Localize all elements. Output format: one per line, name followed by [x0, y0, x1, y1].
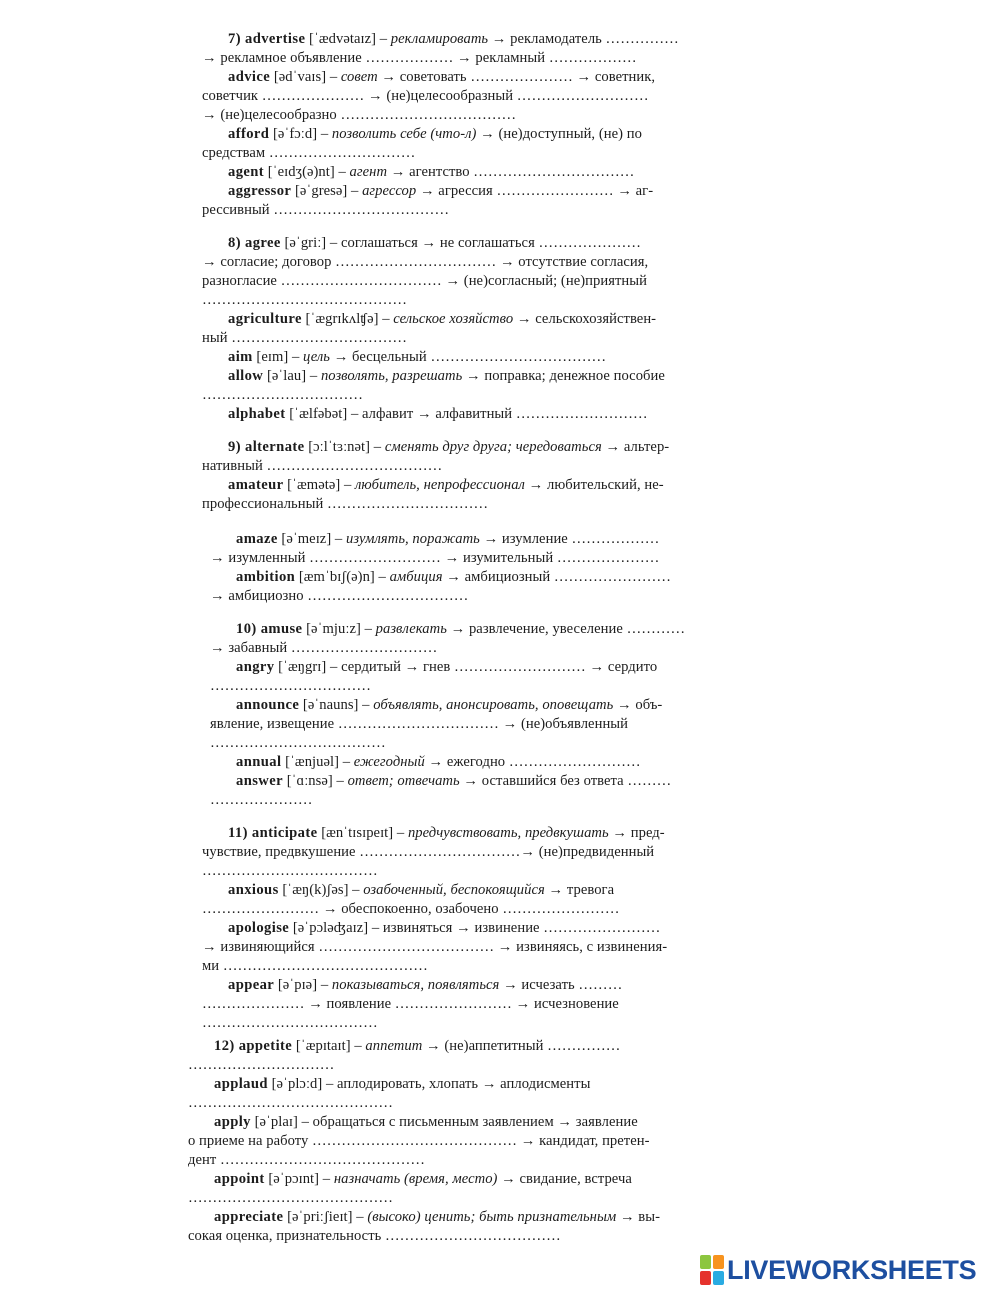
line-text: явление, извещение …………………………… → (не)объявленный	[210, 716, 629, 732]
line-text: [əˈnauns] –	[299, 697, 374, 713]
headword: allow	[228, 368, 264, 384]
text-line	[202, 938, 667, 957]
line-text: ………………………………	[202, 863, 378, 879]
headword: annual	[236, 754, 282, 770]
text-line	[202, 843, 654, 862]
text-line	[202, 386, 363, 405]
translation: аппетит	[365, 1038, 423, 1054]
line-text: [əˈpɔɪnt] –	[264, 1171, 334, 1187]
line-text: ………………… → появление …………………… → исчезновение	[202, 996, 619, 1012]
line-text: → (не)аппетитный ……………	[422, 1038, 621, 1054]
text-line	[188, 1132, 650, 1151]
line-text: советчик ………………… → (не)целесообразный ………………………	[202, 88, 649, 104]
text-line	[202, 106, 516, 125]
headword: aim	[228, 349, 253, 365]
line-text: нативный ………………………………	[202, 458, 443, 474]
text-line	[228, 405, 648, 424]
headword: 7) advertise	[228, 31, 306, 47]
translation: сельское хозяйство	[393, 311, 514, 327]
line-text: → бесцельный ………………………………	[330, 349, 607, 365]
headword: 8) agree	[228, 235, 281, 251]
translation: ответ; отвечать	[347, 773, 460, 789]
line-text: → свидание, встреча	[497, 1171, 632, 1187]
text-line	[202, 201, 449, 220]
text-line	[228, 30, 679, 49]
translation: (высоко) ценить; быть признательным	[367, 1209, 617, 1225]
translation: позволять, разрешать	[320, 368, 463, 384]
line-text: [ˈæmətə] –	[283, 477, 356, 493]
line-text: ……………………………	[202, 387, 364, 403]
translation: совет	[340, 69, 378, 85]
line-text: [əˈlau] –	[263, 368, 321, 384]
text-line	[236, 530, 659, 549]
line-text: → любительский, не-	[524, 477, 664, 493]
line-text: средствам …………………………	[202, 145, 416, 161]
text-line	[202, 957, 428, 976]
text-line	[188, 1094, 393, 1113]
line-text: о приеме на работу …………………………………… → кандидат, претен-	[188, 1133, 650, 1149]
line-text: → вы-	[616, 1209, 661, 1225]
text-line	[236, 753, 641, 772]
line-text: → сельскохозяйствен-	[513, 311, 657, 327]
headword: afford	[228, 126, 270, 142]
line-text: дент ……………………………………	[188, 1152, 426, 1168]
line-text: [ˈæŋgrɪ] – сердитый → гнев ……………………… → сердито	[274, 659, 658, 675]
line-text: [əˈpriːʃieɪt] –	[283, 1209, 368, 1225]
text-line	[202, 87, 649, 106]
headword: 11) anticipate	[228, 825, 318, 841]
line-text: ми ……………………………………	[202, 958, 428, 974]
line-text: → извиняющийся ……………………………… → извиняясь, с извинения-	[202, 939, 668, 955]
line-text: ………………………………	[210, 735, 386, 751]
text-line	[202, 291, 407, 310]
translation: агент	[349, 164, 388, 180]
text-line	[214, 1170, 632, 1189]
headword: announce	[236, 697, 300, 713]
line-text: → забавный …………………………	[210, 640, 438, 656]
line-text: сокая оценка, признательность ………………………………	[188, 1228, 561, 1244]
headword: aggressor	[228, 183, 292, 199]
line-text: → поправка; денежное пособие	[462, 368, 665, 384]
text-line	[202, 995, 619, 1014]
headword: apply	[214, 1114, 251, 1130]
line-text: [əˈpɪə] –	[274, 977, 332, 993]
line-text: [ænˈtɪsɪpeɪt] –	[317, 825, 408, 841]
line-text: [ˈædvətaɪz] –	[305, 31, 391, 47]
line-text: → развлечение, увеселение …………	[446, 621, 686, 637]
text-line	[228, 824, 665, 843]
line-text: рессивный ………………………………	[202, 202, 450, 218]
text-line	[228, 438, 669, 457]
line-text: → согласие; договор …………………………… → отсутствие согласия,	[202, 254, 649, 270]
line-text: [əˈgriː] – соглашаться → не соглашаться …………………	[280, 235, 642, 251]
text-line	[202, 900, 619, 919]
headword: apologise	[228, 920, 290, 936]
text-line	[236, 568, 671, 587]
line-text: → изумление ………………	[479, 531, 660, 547]
line-text: ный ………………………………	[202, 330, 407, 346]
line-text: → оставшийся без ответа ………	[459, 773, 672, 789]
line-text: [eɪm] –	[252, 349, 304, 365]
translation: назначать (время, место)	[333, 1171, 498, 1187]
line-text: чувствие, предвкушение ……………………………→ (не)предвиденный	[202, 844, 655, 860]
headword: anxious	[228, 882, 279, 898]
text-line	[202, 495, 488, 514]
translation: сменять друг друга; чередоваться	[384, 439, 602, 455]
line-text: → агентство ……………………………	[387, 164, 635, 180]
text-line	[210, 791, 313, 810]
headword: appreciate	[214, 1209, 284, 1225]
translation: объявлять, анонсировать, оповещать	[373, 697, 614, 713]
line-text: → агрессия …………………… → аг-	[416, 183, 654, 199]
translation: рекламировать	[390, 31, 489, 47]
line-text: …………………………	[188, 1057, 335, 1073]
text-line	[236, 772, 671, 791]
line-text: ……………………………………	[202, 292, 408, 308]
line-text: [ˈæŋ(k)ʃəs] –	[278, 882, 364, 898]
line-text: [əˈfɔːd] –	[269, 126, 332, 142]
headword: applaud	[214, 1076, 268, 1092]
text-line	[188, 1227, 561, 1246]
line-text: → рекламное объявление ……………… → рекламный ………………	[202, 50, 637, 66]
text-line	[188, 1151, 425, 1170]
headword: angry	[236, 659, 275, 675]
line-text: → исчезать ………	[499, 977, 623, 993]
line-text: [ˈɑːnsə] –	[283, 773, 348, 789]
headword: appoint	[214, 1171, 265, 1187]
headword: ambition	[236, 569, 296, 585]
text-line	[202, 272, 647, 291]
line-text: [ˈænjuəl] –	[281, 754, 354, 770]
translation: предчувствовать, предвкушать	[407, 825, 609, 841]
line-text: → амбициозно ……………………………	[210, 588, 469, 604]
line-text: [əˈgresə] –	[291, 183, 363, 199]
text-line	[210, 639, 437, 658]
translation: амбиция	[389, 569, 443, 585]
text-line	[228, 919, 660, 938]
translation: показываться, появляться	[331, 977, 500, 993]
translation: озабоченный, беспокоящийся	[363, 882, 545, 898]
line-text: разногласие …………………………… → (не)согласный; (не)приятный	[202, 273, 647, 289]
line-text: → пред-	[608, 825, 665, 841]
text-line	[228, 348, 606, 367]
line-text: [əˈplaɪ] – обращаться с письменным заявлением → заявление	[250, 1114, 638, 1130]
text-line	[228, 476, 664, 495]
line-text: профессиональный ……………………………	[202, 496, 489, 512]
headword: agriculture	[228, 311, 302, 327]
text-line	[228, 310, 656, 329]
translation: любитель, непрофессионал	[355, 477, 525, 493]
line-text: …………………	[210, 792, 313, 808]
line-text: → изумленный ……………………… → изумительный …………………	[210, 550, 660, 566]
headword: amaze	[236, 531, 278, 547]
line-text: → (не)целесообразно ………………………………	[202, 107, 517, 123]
text-line	[236, 658, 657, 677]
line-text: → амбициозный ……………………	[442, 569, 672, 585]
line-text: → объ-	[613, 697, 663, 713]
text-line	[188, 1189, 393, 1208]
text-line	[214, 1075, 590, 1094]
text-line	[202, 329, 407, 348]
headword: 12) appetite	[214, 1038, 293, 1054]
text-line	[236, 696, 662, 715]
text-line	[188, 1056, 334, 1075]
text-line	[210, 715, 628, 734]
logo-text: LIVEWORKSHEETS	[727, 1255, 977, 1285]
line-text: ……………………………………	[188, 1095, 394, 1111]
line-text: [ədˈvaɪs] –	[270, 69, 341, 85]
line-text: → (не)доступный, (не) по	[476, 126, 642, 142]
text-line	[202, 49, 637, 68]
logo-mark-icon	[700, 1255, 724, 1285]
text-line	[228, 68, 655, 87]
translation: агрессор	[362, 183, 417, 199]
text-line	[228, 182, 653, 201]
liveworksheets-logo	[700, 1252, 996, 1288]
line-text: [əˈpɔləʤaɪz] – извиняться → извинение ……………………	[289, 920, 661, 936]
text-line	[202, 1014, 378, 1033]
text-line	[228, 881, 614, 900]
line-text: → тревога	[544, 882, 615, 898]
line-text: → ежегодно ………………………	[424, 754, 641, 770]
text-line	[214, 1037, 620, 1056]
line-text: [əˈmeɪz] –	[277, 531, 346, 547]
line-text: [ɔːlˈtɜːnət] –	[304, 439, 385, 455]
translation: ежегодный	[353, 754, 425, 770]
headword: appear	[228, 977, 275, 993]
text-line	[228, 367, 665, 386]
text-line	[202, 457, 442, 476]
text-line	[202, 862, 378, 881]
text-line	[228, 125, 642, 144]
text-line	[202, 253, 648, 272]
line-text: [æmˈbɪʃ(ə)n] –	[295, 569, 390, 585]
headword: 10) amuse	[236, 621, 303, 637]
line-text: ……………………………………	[188, 1190, 394, 1206]
translation: развлекать	[375, 621, 447, 637]
text-line	[236, 620, 685, 639]
headword: alphabet	[228, 406, 286, 422]
line-text: [əˈplɔːd] – аплодировать, хлопать → аплодисменты	[267, 1076, 591, 1092]
text-line	[214, 1208, 660, 1227]
line-text: [ˈæpɪtaɪt] –	[292, 1038, 366, 1054]
line-text: ………………………………	[202, 1015, 378, 1031]
headword: advice	[228, 69, 271, 85]
line-text: ……………………………	[210, 678, 372, 694]
line-text: → альтер-	[601, 439, 670, 455]
headword: answer	[236, 773, 283, 789]
text-line	[228, 234, 641, 253]
translation: изумлять, поражать	[345, 531, 480, 547]
headword: agent	[228, 164, 265, 180]
text-line	[210, 734, 386, 753]
headword: 9) alternate	[228, 439, 305, 455]
translation: цель	[303, 349, 330, 365]
line-text: [ˈægrɪkʌlʧə] –	[301, 311, 394, 327]
text-line	[214, 1113, 638, 1132]
line-text: [ˈælfəbət] – алфавит → алфавитный ………………………	[285, 406, 648, 422]
translation: позволить себе (что-л)	[331, 126, 477, 142]
line-text: …………………… → обеспокоенно, озабочено ……………………	[202, 901, 620, 917]
line-text: → рекламодатель ……………	[488, 31, 679, 47]
line-text: → советовать ………………… → советник,	[377, 69, 656, 85]
text-line	[210, 549, 659, 568]
text-line	[210, 587, 468, 606]
line-text: [ˈeɪdʒ(ə)nt] –	[264, 164, 350, 180]
text-line	[228, 163, 634, 182]
text-line	[228, 976, 622, 995]
text-line	[210, 677, 371, 696]
headword: amateur	[228, 477, 284, 493]
text-line	[202, 144, 415, 163]
line-text: [əˈmjuːz] –	[302, 621, 376, 637]
